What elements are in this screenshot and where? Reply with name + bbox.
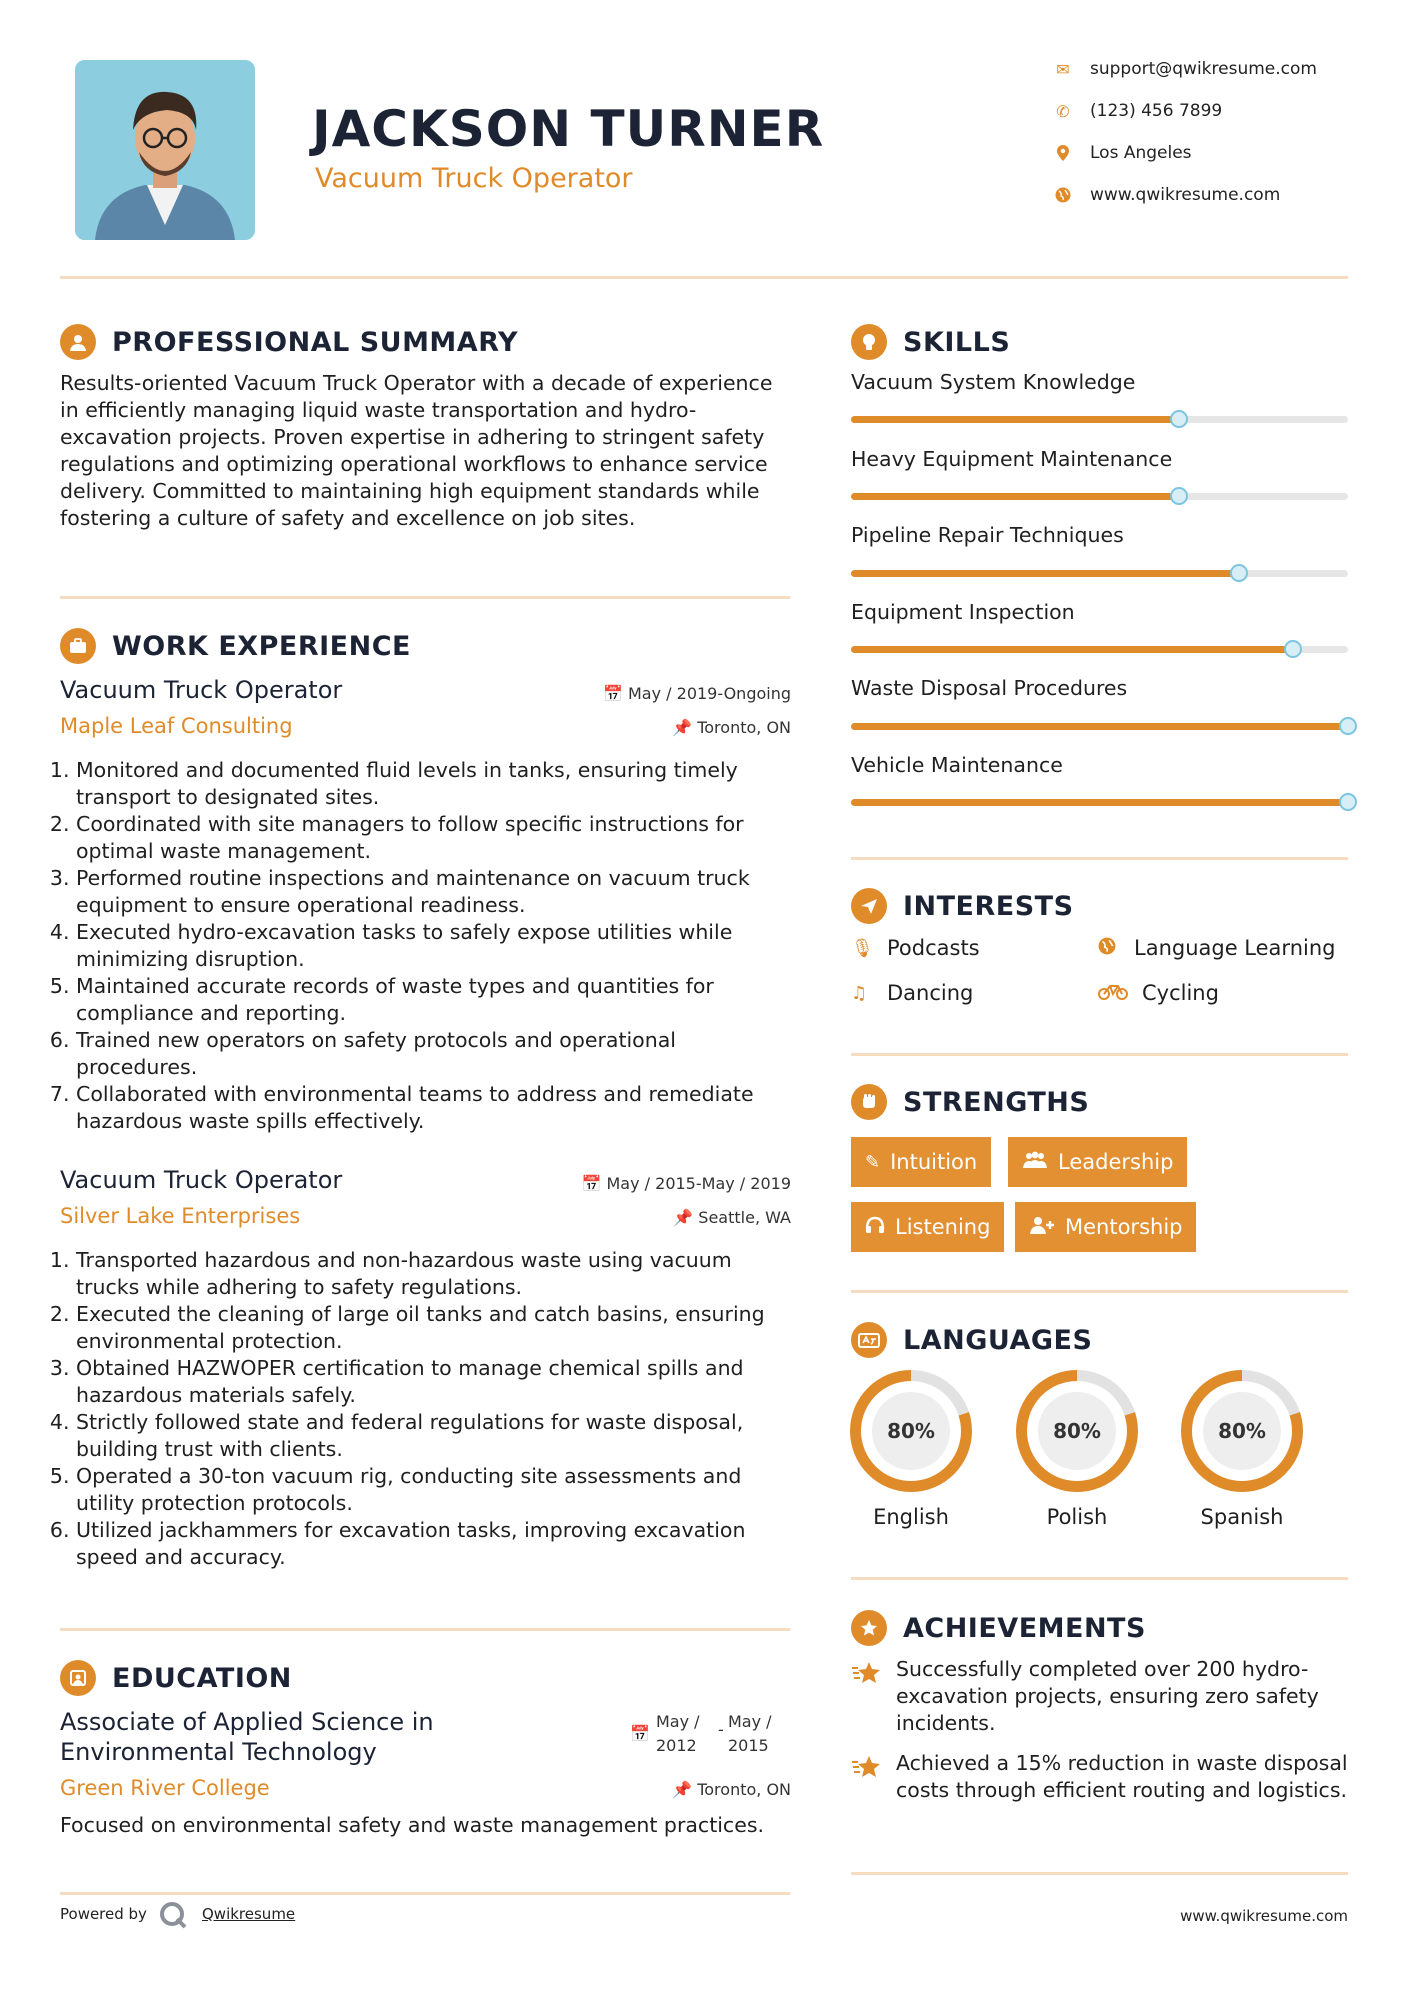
edu-start-year: 2012 [656,1736,697,1755]
skill-name: Vacuum System Knowledge [851,370,1136,394]
skill-bar-knob [1339,717,1357,735]
job-company: Silver Lake Enterprises [60,1204,301,1228]
list-item: 3. Obtained HAZWOPER certification to manage chemical spills and hazardous materials safely. [76,1355,798,1409]
candidate-name: JACKSON TURNER [312,100,825,158]
strengths-title: STRENGTHS [903,1086,1090,1118]
experience-header [60,628,411,664]
job-title: Vacuum Truck Operator [60,676,343,704]
interest-label: Dancing [887,981,974,1005]
strength-chip [1015,1202,1196,1252]
summary-text: Results-oriented Vacuum Truck Operator with a decade of experience in efficiently managing liquid waste transportation and hydro-excavation projects. Proven expertise in adhering to stringent safety regulations and optimizing operational workflows to enhance service delivery. Committed to maintaining high equipment standards while fostering a culture of safety and excellence on job sites. [60,371,773,530]
skill-name: Waste Disposal Procedures [851,676,1128,700]
strength-label: Leadership [1058,1150,1174,1174]
edu-start-month: May / [656,1712,700,1731]
microphone-icon: 🎙 [851,937,874,959]
user-plus-icon [1029,1216,1055,1239]
job-date [560,684,791,703]
skill-bar-knob [1170,410,1188,428]
contact-phone-text: (123) 456 7899 [1090,101,1223,121]
education-location [560,1780,791,1799]
languages-header [851,1322,1092,1358]
achievements-header [851,1610,1146,1646]
calendar-icon: 📅 [630,1724,650,1743]
language-icon [851,1322,887,1358]
language-level: 80% [1038,1392,1116,1470]
avatar [75,60,255,240]
language-ring-inner [861,1381,961,1481]
skill-name: Heavy Equipment Maintenance [851,447,1173,471]
interest-label: Language Learning [1134,936,1336,960]
summary-title: PROFESSIONAL SUMMARY [112,326,519,358]
globe-icon [1098,937,1124,960]
skill-bar-fill [851,799,1348,806]
edu-end-year: 2015 [728,1736,769,1755]
job-location [560,718,791,737]
edu-date-sep: - [718,1720,724,1739]
star-icon [851,1660,883,1690]
job-date-text: May / 2015-May / 2019 [606,1174,791,1193]
section-divider [851,1053,1348,1056]
skill-bar [851,416,1348,423]
users-icon [1022,1151,1048,1174]
interest-item [851,981,973,1005]
strength-label: Mentorship [1065,1215,1183,1239]
list-item: 2. Executed the cleaning of large oil tanks and catch basins, ensuring environmental protection. [76,1301,798,1355]
skills-title: SKILLS [903,326,1011,358]
candidate-role: Vacuum Truck Operator [315,163,633,194]
skill-bar [851,799,1348,806]
lightbulb-icon [851,324,887,360]
education-header [60,1660,292,1696]
job-location-text: Seattle, WA [698,1208,791,1227]
qwikresume-logo-icon [158,1900,190,1932]
interest-label: Cycling [1142,981,1219,1005]
job-bullets [58,1247,798,1571]
section-divider [851,1577,1348,1580]
language-ring [1016,1370,1138,1492]
language-name: Polish [1046,1505,1108,1529]
contact-location [1052,142,1352,164]
language-ring-inner [1027,1381,1127,1481]
contact-email[interactable] [1052,58,1352,80]
job-company: Maple Leaf Consulting [60,714,293,738]
header-divider [60,276,1348,279]
skill-bar-knob [1170,487,1188,505]
interest-label: Podcasts [887,936,980,960]
skill-bar-fill [851,493,1179,500]
user-icon [60,324,96,360]
interests-header [851,888,1074,924]
language-name: English [873,1505,949,1529]
education-location-text: Toronto, ON [697,1780,791,1799]
envelope-icon: ✉ [1056,59,1070,79]
interests-title: INTERESTS [903,890,1074,922]
degree-line-2: Environmental Technology [60,1738,377,1766]
job-location-text: Toronto, ON [697,718,791,737]
skill-bar [851,723,1348,730]
job-date [540,1174,791,1193]
contact-email-text: support@qwikresume.com [1090,59,1317,79]
education-date [630,1712,800,1762]
interest-item [1098,936,1335,960]
list-item: 1. Monitored and documented fluid levels in tanks, ensuring timely transport to designated sites. [76,757,798,811]
achievement-text: Successfully completed over 200 hydro-excavation projects, ensuring zero safety incidents. [896,1657,1319,1735]
globe-icon [1052,184,1074,206]
section-divider [851,1872,1348,1875]
edu-end-month: May / [728,1712,772,1731]
list-item: 6. Utilized jackhammers for excavation tasks, improving excavation speed and accuracy. [76,1517,798,1571]
skill-bar-knob [1230,564,1248,582]
location-pin-icon [1052,142,1074,164]
section-divider [60,596,790,599]
phone-icon: ✆ [1056,101,1070,121]
skill-bar-fill [851,646,1293,653]
job-bullets [58,757,798,1135]
strengths-header [851,1084,1089,1120]
contact-website-text: www.qwikresume.com [1090,185,1281,205]
strength-label: Listening [895,1215,991,1239]
list-item: 1. Transported hazardous and non-hazardous waste using vacuum trucks while adhering to safety regulations. [76,1247,798,1301]
section-divider [60,1628,790,1631]
contact-location-text: Los Angeles [1090,143,1192,163]
achievement-text: Achieved a 15% reduction in waste disposal costs through efficient routing and logistics. [896,1751,1348,1802]
language-level: 80% [1203,1392,1281,1470]
language-ring-inner [1192,1381,1292,1481]
list-item: 5. Operated a 30-ton vacuum rig, conducting site assessments and utility protection protocols. [76,1463,798,1517]
experience-title: WORK EXPERIENCE [112,630,411,662]
graduation-icon [60,1660,96,1696]
skill-bar-knob [1339,793,1357,811]
list-item: 4. Strictly followed state and federal regulations for waste disposal, building trust with clients. [76,1409,798,1463]
footer-divider [60,1892,790,1895]
language-level: 80% [872,1392,950,1470]
skill-name: Pipeline Repair Techniques [851,523,1124,547]
skill-bar [851,570,1348,577]
achievements-title: ACHIEVEMENTS [903,1612,1146,1644]
list-item: 6. Trained new operators on safety protocols and operational procedures. [76,1027,798,1081]
job-location [560,1208,791,1227]
list-item: 3. Performed routine inspections and maintenance on vacuum truck equipment to ensure operational readiness. [76,865,798,919]
list-item: 7. Collaborated with environmental teams to address and remediate hazardous waste spills effectively. [76,1081,798,1135]
contact-website[interactable] [1052,184,1352,206]
skill-bar-knob [1284,640,1302,658]
profile-photo [75,60,255,240]
list-item: 5. Maintained accurate records of waste types and quantities for compliance and reporting. [76,973,798,1027]
skill-name: Vehicle Maintenance [851,753,1063,777]
language-name: Spanish [1200,1505,1284,1529]
fist-icon [851,1084,887,1120]
powered-by-label: Powered by [60,1905,147,1923]
job-title: Vacuum Truck Operator [60,1166,343,1194]
skill-bar [851,493,1348,500]
contact-phone[interactable] [1052,100,1352,122]
pin-icon: 📌 [672,718,698,737]
footer-url[interactable]: www.qwikresume.com [1180,1907,1348,1925]
degree-line-1: Associate of Applied Science in [60,1708,434,1736]
skill-bar-fill [851,416,1179,423]
section-divider [851,1290,1348,1293]
interest-item [1098,981,1219,1005]
languages-title: LANGUAGES [903,1324,1093,1356]
strength-chip [1008,1137,1187,1187]
strength-chip [851,1202,1004,1252]
education-title: EDUCATION [112,1662,292,1694]
skills-header [851,324,1010,360]
language-ring [850,1370,972,1492]
language-ring [1181,1370,1303,1492]
star-badge-icon [851,1610,887,1646]
qwikresume-link[interactable]: Qwikresume [202,1905,296,1923]
pin-icon: 📌 [672,1780,698,1799]
summary-header [60,324,518,360]
star-icon [851,1754,883,1784]
calendar-icon: 📅 [602,684,628,703]
list-item: 4. Executed hydro-excavation tasks to safely expose utilities while minimizing disruption. [76,919,798,973]
skill-name: Equipment Inspection [851,600,1075,624]
section-divider [851,857,1348,860]
paper-plane-icon [851,888,887,924]
skill-bar [851,646,1348,653]
job-date-text: May / 2019-Ongoing [628,684,791,703]
headphones-icon [865,1216,885,1239]
bicycle-icon [1098,982,1132,1005]
music-note-icon: ♫ [851,982,868,1004]
pin-icon: 📌 [673,1208,699,1227]
interest-item [851,936,980,960]
skill-bar-fill [851,570,1239,577]
school-name: Green River College [60,1776,270,1800]
skill-bar-fill [851,723,1348,730]
briefcase-icon [60,628,96,664]
strength-chip [851,1137,991,1187]
strength-label: Intuition [890,1150,978,1174]
list-item: 2. Coordinated with site managers to follow specific instructions for optimal waste management. [76,811,798,865]
magic-wand-icon: ✎ [865,1151,881,1173]
education-note: Focused on environmental safety and waste management practices. [60,1813,765,1837]
calendar-icon: 📅 [581,1174,607,1193]
